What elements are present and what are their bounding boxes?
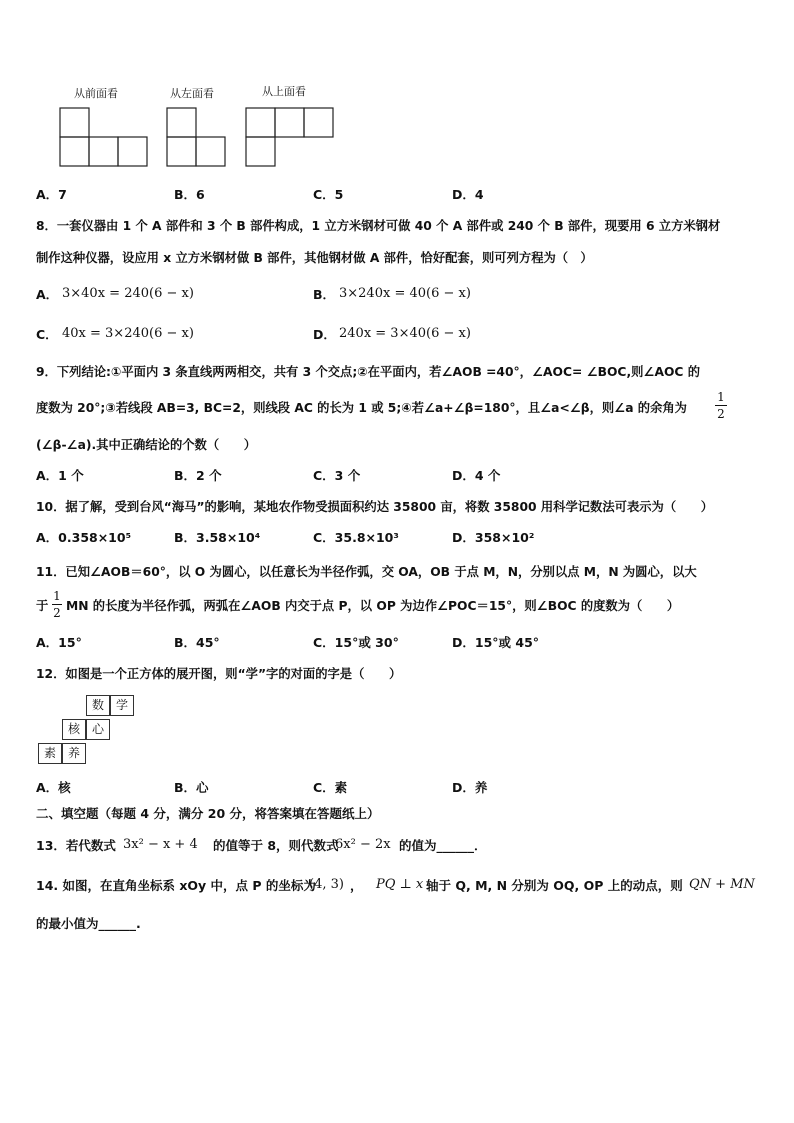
q8-option-c-equation: 40x = 3×240(6 − x) [62,326,194,341]
q7-option-d: D．4 [452,187,484,202]
q7-option-a: A．7 [36,187,67,202]
q11-option-d: D．15°或 45° [452,635,540,650]
q12-stem-line1: 12．如图是一个正方体的展开图，则“学”字的对面的字是（ ） [36,667,402,681]
q13-expression-1: 3x² − x + 4 [123,837,198,852]
q10-option-c: C．35.8×10³ [313,530,399,545]
q8-option-c-label: C． [36,327,58,342]
q14-prefix: 14. 如图，在直角坐标系 xOy 中，点 P 的坐标为 [36,878,316,893]
q14-coordinate: (4, 3) [309,877,344,892]
q11-option-c: C．15°或 30° [313,635,399,650]
cube-cell-yang: 养 [62,743,86,764]
q11-fraction-denominator: 2 [53,606,61,620]
q9-option-b: B．2 个 [174,468,222,483]
q12-option-c: C．素 [313,780,348,795]
q9-stem-line1: 9．下列结论:①平面内 3 条直线两两相交，共有 3 个交点;②在平面内，若∠AOB =40°，∠AOC= ∠BOC,则∠AOC 的 [36,365,701,379]
q9-option-d: D．4 个 [452,468,501,483]
q10-option-b: B．3.58×10⁴ [174,530,261,545]
left-view-label: 从左面看 [170,87,214,100]
q8-stem-line2: 制作这种仪器，设应用 x 立方米钢材做 B 部件，其他钢材做 A 部件，恰好配套，则可列方程为（ ） [36,251,593,265]
q7-option-c: C．5 [313,187,344,202]
q10-stem-line1: 10．据了解，受到台风“海马”的影响，某地农作物受损面积约达 35800 亩，将数 35800 用科学记数法可表示为（ ） [36,500,714,514]
three-views-figure [56,104,341,168]
cube-cell-he: 核 [62,719,86,740]
q8-option-d-label: D． [313,327,336,342]
q9-fraction-half [715,391,727,420]
q14-line2: 的最小值为______. [36,916,141,931]
q11-stem-line1: 11．已知∠AOB＝60°，以 O 为圆心，以任意长为半径作弧，交 OA，OB 于点 M，N，分别以点 M，N 为圆心，以大 [36,565,697,579]
q14-expression: QN + MN [689,877,755,892]
q12-option-a: A．核 [36,780,71,795]
q13-prefix: 13．若代数式 [36,838,116,853]
q11-option-b: B．45° [174,635,220,650]
q8-option-d-equation: 240x = 3×40(6 − x) [339,326,471,341]
q8-stem-line1: 8．一套仪器由 1 个 A 部件和 3 个 B 部件构成，1 立方米钢材可做 40 个 A 部件或 240 个 B 部件，现要用 6 立方米钢材 [36,219,721,233]
q14-middle: 轴于 Q, M, N 分别为 OQ, OP 上的动点，则 [426,878,683,893]
q11-stem-line2: MN 的长度为半径作弧，两弧在∠AOB 内交于点 P，以 OP 为边作∠POC＝15°，则∠BOC 的度数为（ ） [66,599,680,613]
q9-stem-line3: (∠β-∠a).其中正确结论的个数（ ） [36,438,257,452]
q12-option-b: B．心 [174,780,209,795]
q10-option-d: D．358×10² [452,530,535,545]
q9-option-c: C．3 个 [313,468,361,483]
top-view-label: 从上面看 [262,85,306,98]
q9-stem-line2: 度数为 20°;③若线段 AB=3, BC=2，则线段 AC 的长为 1 或 5;④若∠a+∠β=180°，且∠a<∠β，则∠a 的余角为 [36,401,687,415]
q9-fraction-numerator: 1 [717,390,725,404]
q14-perpendicular: PQ ⊥ x [376,877,424,892]
section-heading-fill-in: 二、填空题（每题 4 分，满分 20 分，将答案填在答题纸上） [36,806,380,821]
q11-fraction-half [52,590,62,619]
q11-option-a: A．15° [36,635,82,650]
q14-comma: ， [350,878,363,893]
q8-option-b-label: B． [313,287,336,302]
q9-fraction-denominator: 2 [717,407,725,421]
q13-suffix: 的值为______． [399,838,487,853]
cube-net-figure [36,695,146,767]
q13-middle: 的值等于 8，则代数式 [213,838,339,853]
cube-cell-xue: 学 [110,695,134,716]
q8-option-a-equation: 3×40x = 240(6 − x) [62,286,194,301]
q13-expression-2: 6x² − 2x [335,837,391,852]
cube-cell-su: 素 [38,743,62,764]
cube-cell-xin: 心 [86,719,110,740]
q9-option-a: A．1 个 [36,468,84,483]
q11-fraction-numerator: 1 [53,589,61,603]
q8-option-a-label: A． [36,287,59,302]
cube-cell-shu: 数 [86,695,110,716]
q10-option-a: A．0.358×10⁵ [36,530,132,545]
q12-option-d: D．养 [452,780,488,795]
front-view-label: 从前面看 [74,87,118,100]
q8-option-b-equation: 3×240x = 40(6 − x) [339,286,471,301]
q7-option-b: B．6 [174,187,205,202]
q11-stem-prefix: 于 [36,599,49,613]
